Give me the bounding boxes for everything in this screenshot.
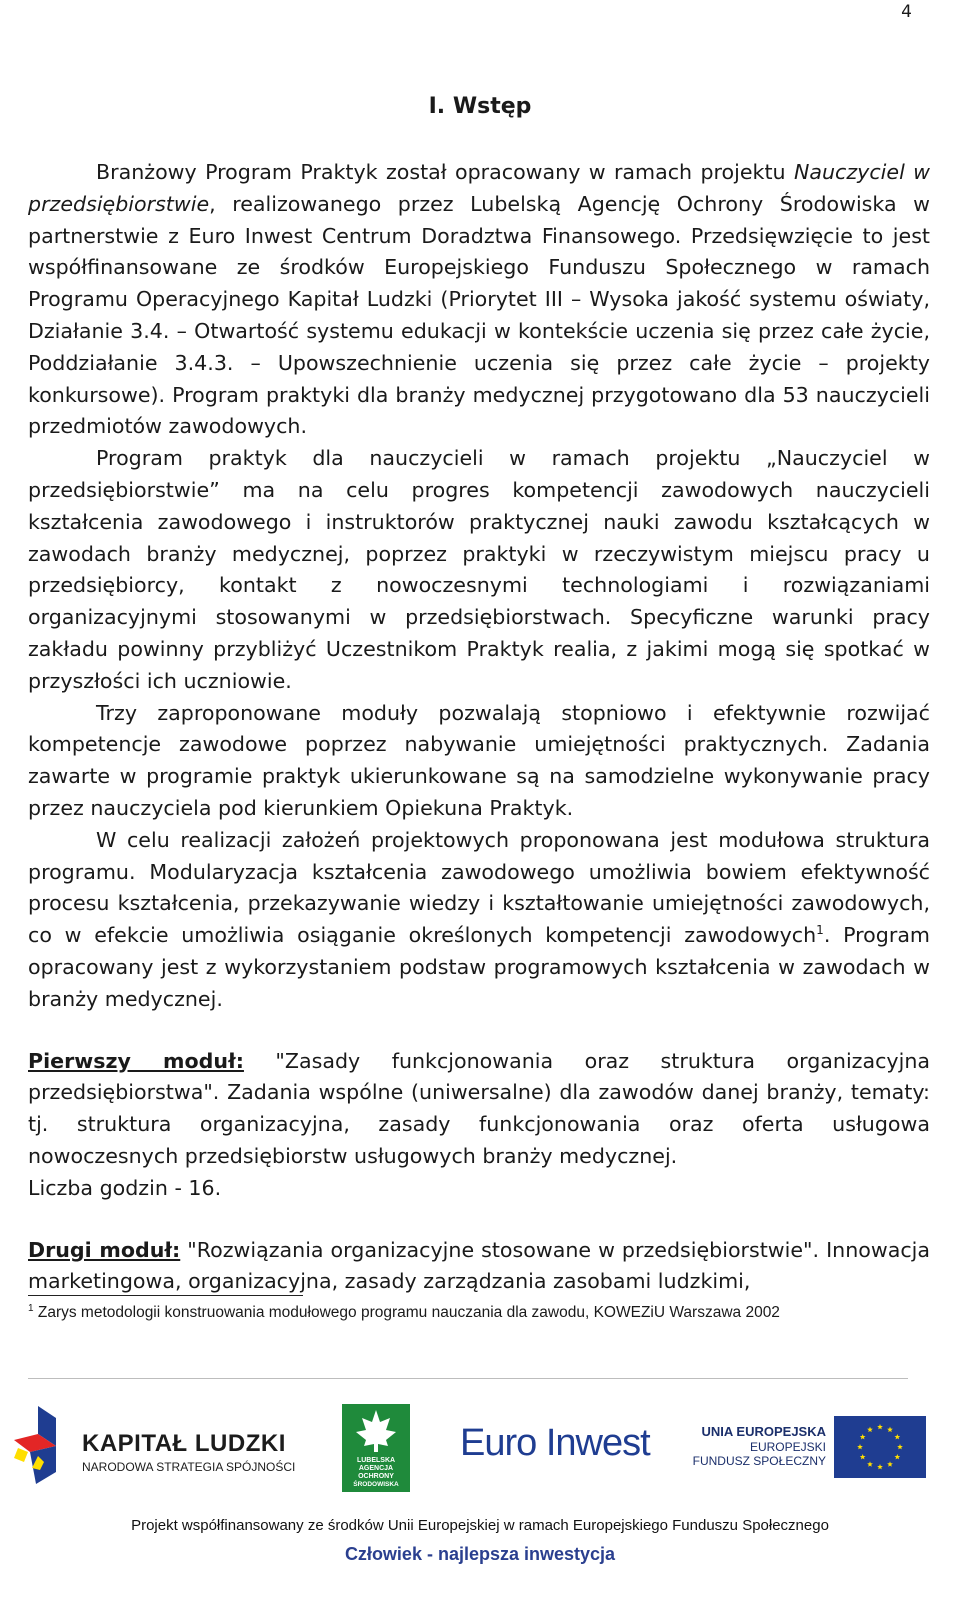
page-number: 4 [901,2,912,22]
kapital-ludzki-subtitle: NARODOWA STRATEGIA SPÓJNOŚCI [82,1460,296,1474]
module-second-text: "Rozwiązania organizacyjne stosowane w przedsiębiorstwie". Innowacja marketingowa, organizacyjna, zasady zarządzania zasobami ludzkimi, [28,1237,930,1294]
module-first-hours: Liczba godzin - 16. [28,1175,222,1200]
loos-line-4: ŚRODOWISKA [353,1481,399,1488]
kapital-ludzki-title: KAPITAŁ LUDZKI [82,1430,286,1457]
footnote-marker: 1 [28,1302,34,1314]
loos-line-3: OCHRONY [358,1473,394,1480]
euro-inwest-text: Euro Inwest [460,1422,650,1464]
paragraph-intro-part-b: , realizowanego przez Lubelską Agencję Ochrony Środowiska w partnerstwie z Euro Inwest Centrum Doradztwa Finansowego. Przedsięwzięcie to jest współfinansowane ze środków Europejskiego Funduszu Społecznego w ramach Programu Operacyjnego Kapitał Ludzki (Priorytet III – Wysoka jakość systemu oświaty, Działanie 3.4. – Otwartość systemu edukacji w kontekście uczenia się przez całe życie, Poddziałanie 3.4.3. – Upowszechnienie uczenia się przez całe życie – projekty konkursowe). Program praktyki dla branży medycznej przygotowano dla 53 nauczycieli przedmiotów zawodowych. [28,191,930,439]
footer-divider [28,1378,908,1379]
unia-line-3: FUNDUSZ SPOŁECZNY [692,1454,826,1468]
paragraph-structure-part-b: . Program opracowany jest z wykorzystaniem podstaw programowych kształcenia w zawodach w branży medycznej. [28,923,930,1011]
footnote-reference[interactable]: 1 [816,923,824,938]
project-name: Nauczyciel w przedsiębiorstwie [28,160,930,216]
loos-line-1: LUBELSKA [356,1457,396,1464]
footnote-text: Zarys metodologii konstruowania modułowego programu nauczania dla zawodu, KOWEZiU Warszawa 2002 [33,1304,780,1321]
unia-line-2: EUROPEJSKI [749,1440,826,1454]
module-second [28,1235,930,1299]
maple-leaf-icon [340,1402,412,1494]
footer-slogan: Człowiek - najlepsza inwestycja [344,1544,616,1564]
paragraph-program-goal: Program praktyk dla nauczycieli w ramach projektu „Nauczyciel w przedsiębiorstwie” ma na celu progres kompetencji zawodowych nauczycieli kształcenia zawodowego i instruktorów praktycznej nauki zawodu kształcących w zawodach branży medycznej, poprzez praktyki w rzeczywistym miejscu pracy u przedsiębiorcy, kontakt z nowoczesnymi technologiami i rozwiązaniami organizacyjnymi stosowanymi w przedsiębiorstwach. Specyficzne warunki pracy zakładu powinny przybliżyć Uczestnikom Praktyk realia, z jakimi mogą się spotkać w przyszłości ich uczniowie. [28,446,930,693]
module-first-text: "Zasady funkcjonowania oraz struktura organizacyjna przedsiębiorstwa". Zadania wspólne (uniwersalne) dla zawodów danej branży, tematy: tj. struktura organizacyjna, zasady funkcjonowania oraz oferta usługowa nowoczesnych przedsiębiorstw usługowych branży medycznej. [28,1048,930,1168]
paragraph-structure-part-a: W celu realizacji założeń projektowych proponowana jest modułowa struktura programu. Modularyzacja kształcenia zawodowego umożliwia bowiem efektywność procesu kształcenia, przekazywanie wiedzy i kształtowanie umiejętności zawodowych, co w efekcie umożliwia osiąganie określonych kompetencji zawodowych [28,827,930,948]
footnote [28,1304,780,1322]
module-first [28,1046,930,1173]
paragraph-intro-part-a: Branżowy Program Praktyk został opracowany w ramach projektu [96,160,794,184]
document-body [28,157,930,1298]
kapital-ludzki-logo [10,1402,310,1494]
paragraph-structure [28,825,930,1016]
module-second-label: Drugi moduł: [28,1237,181,1262]
loos-line-2: AGENCJA [358,1465,394,1472]
paragraph-modules: Trzy zaproponowane moduły pozwalają stopniowo i efektywnie rozwijać kompetencje zawodowe poprzez nabywanie umiejętności praktycznych. Zadania zawarte w programie praktyk ukierunkowane są na samodzielne wykonywanie pracy przez nauczyciela pod kierunkiem Opiekuna Praktyk. [28,700,930,820]
module-first-label: Pierwszy moduł: [28,1048,244,1073]
footnote-divider [28,1295,303,1296]
paragraph-intro [28,157,930,443]
section-title: I. Wstęp [428,94,532,119]
euro-inwest-logo [460,1422,650,1478]
eu-flag-icon [834,1416,926,1478]
kapital-ludzki-emblem-icon [10,1402,80,1494]
lubelska-agencja-logo [340,1402,412,1494]
unia-europejska-logo [690,1414,930,1484]
unia-europejska-text [693,1424,826,1468]
footer-cofinancing: Projekt współfinansowany ze środków Unii Europejskiej w ramach Europejskiego Funduszu Społecznego [131,1517,829,1534]
unia-line-1: UNIA EUROPEJSKA [701,1424,826,1439]
